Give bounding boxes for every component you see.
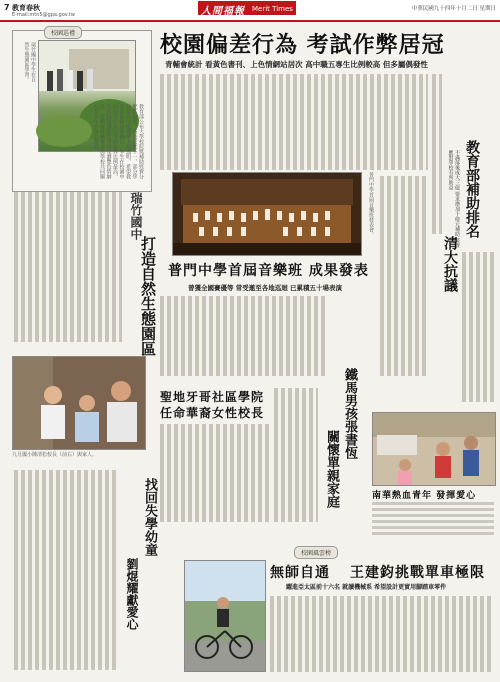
kindergarten-headline: 找回失學幼童 [142, 478, 157, 556]
st-george-headline: 聖地牙哥社區學院 [160, 390, 265, 404]
iron-horse-headline-2: 關懷單親家庭 [324, 430, 339, 508]
band-concert-photo [172, 172, 362, 256]
youth-volunteer-illustration [373, 413, 495, 485]
masthead-title: 人間福報 [201, 6, 245, 17]
st-george-article-body [160, 424, 270, 522]
moe-article-body-2 [380, 176, 428, 376]
page-number: 7 [4, 3, 10, 12]
bamen-headline: 普門中學首屆音樂班 成果發表 [168, 263, 369, 279]
moe-article-body [432, 74, 442, 234]
moe-article-body-3 [462, 252, 494, 402]
family-photo [12, 356, 146, 450]
family-illustration [13, 357, 145, 449]
st-george-headline-2: 任命華裔女性校長 [160, 406, 265, 420]
band-photo-caption: 普門中學首屆音樂班發表會。 [368, 172, 374, 237]
campus-tour-tag: 校園巡禮 [44, 26, 82, 39]
header-rule [0, 20, 500, 22]
ruizhu-headline: 打造自然生態園區 [139, 236, 157, 356]
bmx-rider-photo [184, 560, 266, 672]
main-subhead: 青輔會統計 看黃色書刊、上色情網站居次 高中職五專生比例較高 但多屬偶發性 [165, 60, 428, 69]
email-address: E-mail:mtn5@gpa.gov.tw [12, 12, 75, 18]
moe-headline: 教育部補助排名 [464, 140, 480, 238]
bmx-headline-a: 無師自通 [270, 565, 330, 581]
ruizhu-kicker: 瑞竹國中 [129, 192, 143, 240]
band-concert-illustration [173, 173, 361, 255]
ruizhu-article-body [14, 192, 122, 342]
bmx-subhead: 躍進亞太區前十六名 就讀機械系 希望設計更實用腳踏車零件 [286, 584, 447, 591]
youth-volunteer-photo [372, 412, 496, 486]
kindergarten-kicker: 劉焜耀獻愛心 [125, 558, 139, 630]
campus-news-tag: 校園風雲榜 [294, 546, 338, 559]
bamen-subhead: 曾獲全國賽優等 常受邀至各地巡迴 已累積五十場表演 [188, 284, 343, 292]
iron-horse-article-body [274, 388, 318, 522]
youth-headline: 南華熱血青年 發揮愛心 [372, 491, 477, 501]
bmx-article-body [270, 596, 494, 672]
moe-deck: 不滿落後成大三億 要求增加十億元補助 經費應對學校有所助益 [447, 150, 460, 249]
family-caption: 九月國小陳清松校長（前右）與家人。 [12, 452, 98, 458]
campus-photo-caption: 教育部公布大學校院獎補助經費分配結果後，各校反應不一，部分學校認為分配標準不夠透明，希望教育部能夠重新檢討。學生在校園中的偏差行為以考試作弊比例最高，其次為閱讀黃色書刊及瀏覽色情網站，青輔會呼籲家長與學校共同關心青少年的身心發展。 [92, 104, 144, 179]
issue-date: 中華民國九十四年十月二日 星期日 [411, 6, 496, 12]
bamen-article-body [160, 296, 328, 376]
main-article-body [160, 74, 428, 170]
bmx-rider-illustration [185, 561, 265, 671]
campus-photo-caption-top: 瑞竹國中學生在自然生態園區學習。 [23, 42, 36, 82]
bmx-headline-b: 王建鈞挑戰單車極限 [350, 565, 485, 581]
main-headline: 校園偏差行為 考試作弊居冠 [160, 32, 445, 58]
section-name: 教育春秋 [12, 4, 40, 12]
kindergarten-article-body [14, 470, 118, 670]
moe-headline-2: 清大抗議 [442, 236, 458, 292]
masthead-english: Merit Times [252, 5, 293, 13]
youth-article-body [372, 502, 494, 538]
iron-horse-headline: 鐵馬男孩張書恆 [342, 368, 357, 459]
